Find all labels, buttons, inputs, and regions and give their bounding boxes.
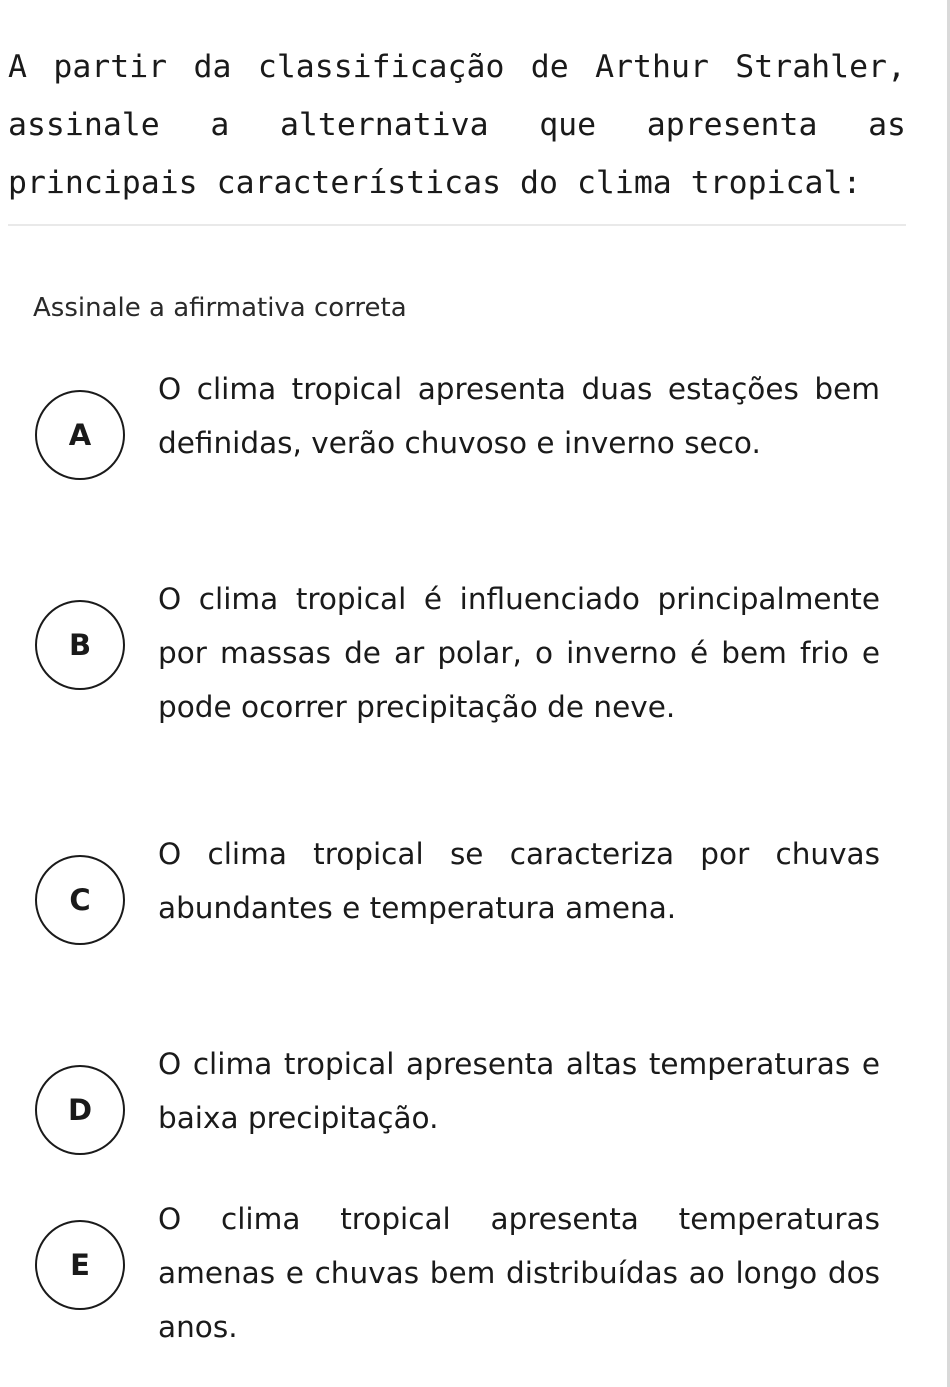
option-d-letter[interactable]: D (35, 1065, 125, 1155)
option-b-text: O clima tropical é influenciado principalmente por massas de ar polar, o inverno é bem frio e pode ocorrer precipitação de neve. (158, 582, 880, 724)
option-a-letter[interactable]: A (35, 390, 125, 480)
instruction-text: Assinale a afirmativa correta (33, 293, 407, 323)
option-d-text: O clima tropical apresenta altas temperaturas e baixa precipitação. (158, 1047, 880, 1135)
option-c-letter[interactable]: C (35, 855, 125, 945)
option-e-text: O clima tropical apresenta temperaturas amenas e chuvas bem distribuídas ao longo dos anos. (158, 1202, 880, 1344)
divider (8, 224, 906, 226)
option-a-text: O clima tropical apresenta duas estações bem definidas, verão chuvoso e inverno seco. (158, 372, 880, 460)
option-c-text: O clima tropical se caracteriza por chuvas abundantes e temperatura amena. (158, 837, 880, 925)
option-b-letter[interactable]: B (35, 600, 125, 690)
option-e-letter[interactable]: E (35, 1220, 125, 1310)
question-text: A partir da classificação de Arthur Strahler, assinale a alternativa que apresenta as principais características do clima tropical: (8, 49, 906, 201)
